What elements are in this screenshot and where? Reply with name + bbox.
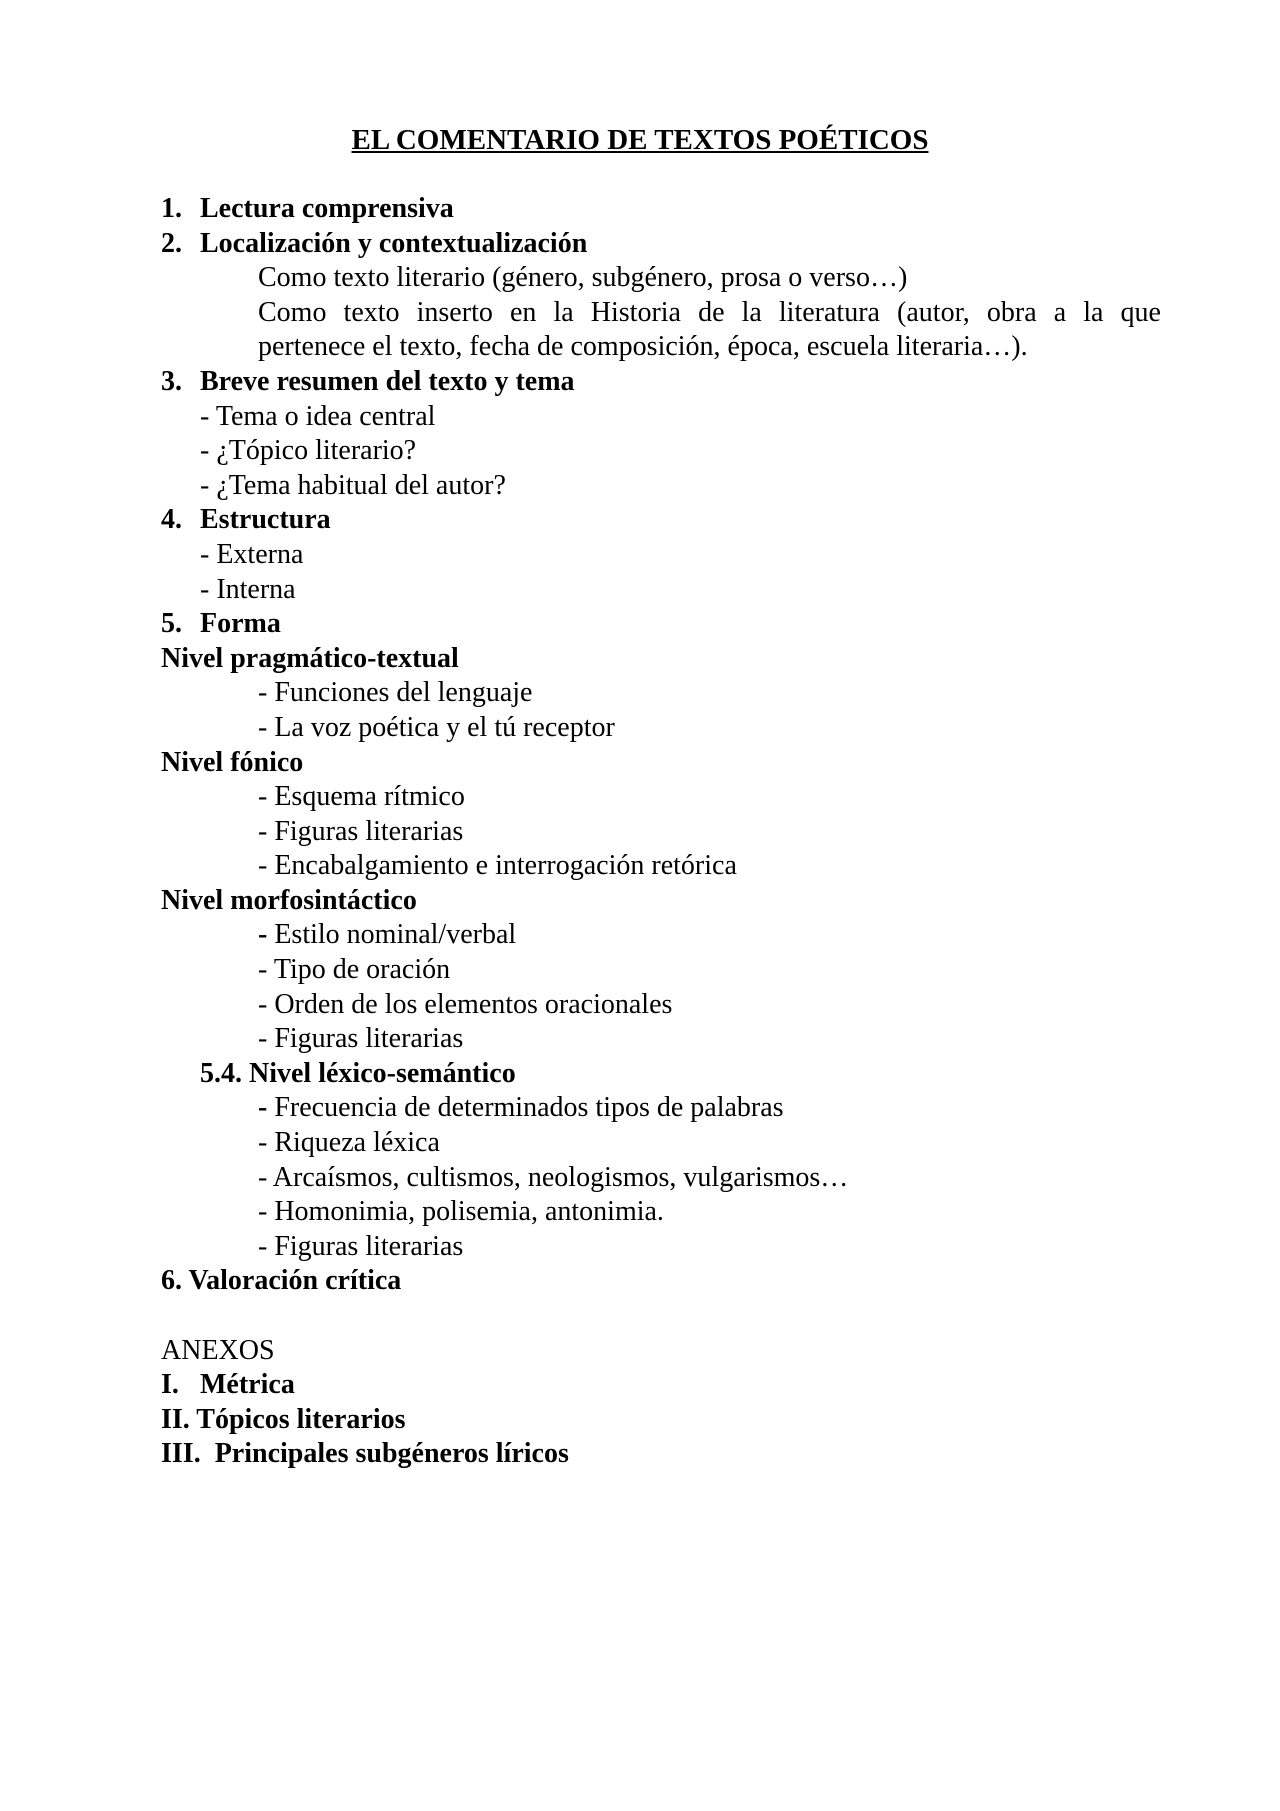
list-item: - Arcaísmos, cultismos, neologismos, vulgarismos… <box>258 1161 849 1193</box>
anexo-label: Principales subgéneros líricos <box>214 1438 569 1470</box>
section-3-label: Breve resumen del texto y tema <box>200 365 575 397</box>
section-6-heading: 6. Valoración crítica <box>161 1265 402 1297</box>
section-2-heading <box>161 227 1161 262</box>
list-item: - Figuras literarias <box>258 1023 464 1055</box>
section-4-heading <box>161 503 1161 538</box>
list-item-text: Estilo nominal/verbal <box>267 919 517 951</box>
list-item-text: Frecuencia de determinados tipos de palabras <box>267 1092 784 1124</box>
list-item: - Externa <box>200 538 304 570</box>
list-item: - Esquema rítmico <box>258 781 465 813</box>
list-item: - Riqueza léxica <box>258 1127 440 1159</box>
section-5-label: Forma <box>200 608 281 640</box>
anexo-label: Tópicos literarios <box>196 1403 406 1435</box>
list-item: - Funciones del lenguaje <box>258 677 533 709</box>
subsection-morfosintactico-heading: Nivel morfosintáctico <box>161 884 417 916</box>
page-title: EL COMENTARIO DE TEXTOS POÉTICOS <box>351 124 929 156</box>
bold-dash: - <box>258 919 268 951</box>
list-item: - La voz poética y el tú receptor <box>258 711 615 743</box>
section-1-label: Lectura comprensiva <box>200 193 454 224</box>
section-4-number: 4. <box>161 504 182 536</box>
anexo-item <box>161 1437 1161 1472</box>
list-item: - Figuras literarias <box>258 815 464 847</box>
list-item: - ¿Tópico literario? <box>200 435 417 467</box>
section-2-paragraph-2-line-1 <box>161 296 1161 331</box>
section-1-heading <box>161 192 1161 227</box>
subsection-lexico-heading: 5.4. Nivel léxico-semántico <box>200 1057 516 1089</box>
section-4-label: Estructura <box>200 504 331 536</box>
section-2-number: 2. <box>161 227 182 259</box>
list-item: - Tema o idea central <box>200 400 436 432</box>
anexos-heading: ANEXOS <box>161 1334 275 1366</box>
anexo-number: II. <box>161 1403 190 1435</box>
list-item: - Encabalgamiento e interrogación retórica <box>258 850 737 882</box>
list-item: - Homonimia, polisemia, antonimia. <box>258 1196 664 1228</box>
bold-dash: - <box>258 1092 268 1124</box>
list-item: - Figuras literarias <box>258 1230 464 1262</box>
section-5-heading <box>161 607 1161 642</box>
spacer <box>161 1299 1161 1334</box>
anexo-item <box>161 1403 1161 1438</box>
anexo-number: I. <box>161 1369 179 1401</box>
section-3-heading <box>161 365 1161 400</box>
section-2-paragraph-2-line-2: pertenece el texto, fecha de composición, época, escuela literaria…). <box>258 331 1028 363</box>
anexo-item <box>161 1368 1161 1403</box>
section-5-number: 5. <box>161 608 182 640</box>
section-2-label: Localización y contextualización <box>200 227 588 259</box>
list-item: - Interna <box>200 573 296 605</box>
list-item: - ¿Tema habitual del autor? <box>200 469 506 501</box>
outline <box>161 192 1161 1472</box>
section-2-paragraph-1: Como texto literario (género, subgénero, prosa o verso…) <box>258 262 908 294</box>
anexo-number: III. <box>161 1438 201 1470</box>
justified-text: Como texto inserto en la Historia de la literatura (autor, obra a la que <box>258 296 1161 328</box>
anexo-label: Métrica <box>200 1369 295 1401</box>
subsection-pragmatico-heading: Nivel pragmático-textual <box>161 642 459 674</box>
list-item: - Tipo de oración <box>258 954 451 986</box>
list-item <box>161 1091 1161 1126</box>
section-1-number: 1. <box>161 193 182 224</box>
list-item: - Orden de los elementos oracionales <box>258 988 673 1020</box>
list-item <box>161 918 1161 953</box>
section-3-number: 3. <box>161 365 182 397</box>
subsection-fonico-heading: Nivel fónico <box>161 746 304 778</box>
